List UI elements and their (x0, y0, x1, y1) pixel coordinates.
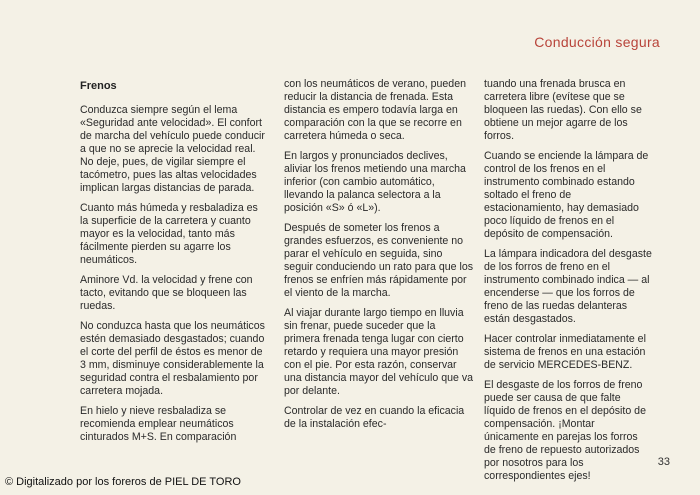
section-heading: Frenos (80, 80, 117, 92)
paragraph: El desgaste de los forros de freno puede ser causa de que falte líquido de frenos en el depósito de compensación. ¡Montar únicamente en parejas los forros de freno de repuesto autorizados por nosotros para los correspondientes ejes! (484, 379, 646, 482)
paragraph: Al viajar durante largo tiempo en lluvia sin frenar, puede suceder que la primera frenada tenga lugar con cierto retardo y requiera una mayor presión con el pie. Por esta razón, conservar una distancia mayor del vehículo que va por delante. (284, 307, 474, 397)
paragraph: Cuando se enciende la lámpara de control de los frenos en el instrumento combinado estando soltado el freno de estacionamiento, hay demasiado poco líquido de frenos en el depósito de compensación. (484, 150, 649, 240)
column-2 (284, 78, 474, 438)
paragraph: Conduzca siempre según el lema «Seguridad ante velocidad». El confort de marcha del vehículo puede conducir a que no se aprecie la velocidad real. No deje, pues, de vigilar siempre el tacómetro, pues las altas velocidades implican largas distancias de parada. (80, 104, 265, 194)
page-number: 33 (657, 456, 670, 468)
paragraph: Después de someter los frenos a grandes esfuerzos, es conveniente no parar el vehículo en seguida, sino seguir conduciendo un rato para que los frenos se enfríen más rápidamente por el viento de la marcha. (284, 222, 474, 299)
paragraph: tuando una frenada brusca en carretera libre (evítese que se bloqueen las ruedas). Con ello se obtiene un mejor agarre de los forros. (484, 78, 642, 142)
paragraph: En hielo y nieve resbaladiza se recomienda emplear neumáticos cinturados M+S. En comparación (80, 405, 237, 443)
paragraph: Cuanto más húmeda y resbaladiza es la superficie de la carretera y cuanto mayor es la velocidad, tanto más fácilmente pierden su agarre los neumáticos. (80, 202, 258, 266)
paragraph: Aminore Vd. la velocidad y frene con tacto, evitando que se bloqueen las ruedas. (80, 274, 253, 312)
copyright-notice: © Digitalizado por los foreros de PIEL DE TORO (5, 476, 241, 488)
paragraph: La lámpara indicadora del desgaste de los forros de freno en el instrumento combinado indica — al encenderse — que los forros de freno de las ruedas delanteras están desgastados. (484, 248, 652, 325)
paragraph: Hacer controlar inmediatamente el sistema de frenos en una estación de servicio MERCEDES-BENZ. (484, 333, 646, 371)
paragraph: En largos y pronunciados declives, aliviar los frenos metiendo una marcha inferior (con cambio automático, llevando la palanca selectora a la posición «S» ó «L»). (284, 150, 466, 214)
section-title: Conducción segura (534, 34, 660, 50)
column-1 (80, 80, 268, 451)
paragraph: Controlar de vez en cuando la eficacia de la instalación efec- (284, 405, 465, 430)
column-3 (484, 78, 652, 490)
paragraph: con los neumáticos de verano, pueden reducir la distancia de frenada. Esta distancia es empero todavía larga en comparación con la que se recorre en carretera húmeda o seca. (284, 78, 466, 142)
paragraph: No conduzca hasta que los neumáticos estén demasiado desgastados; cuando el corte del perfil de éstos es menor de 3 mm, disminuye considerablemente la seguridad contra el resbalamiento por carretera mojada. (80, 320, 265, 397)
